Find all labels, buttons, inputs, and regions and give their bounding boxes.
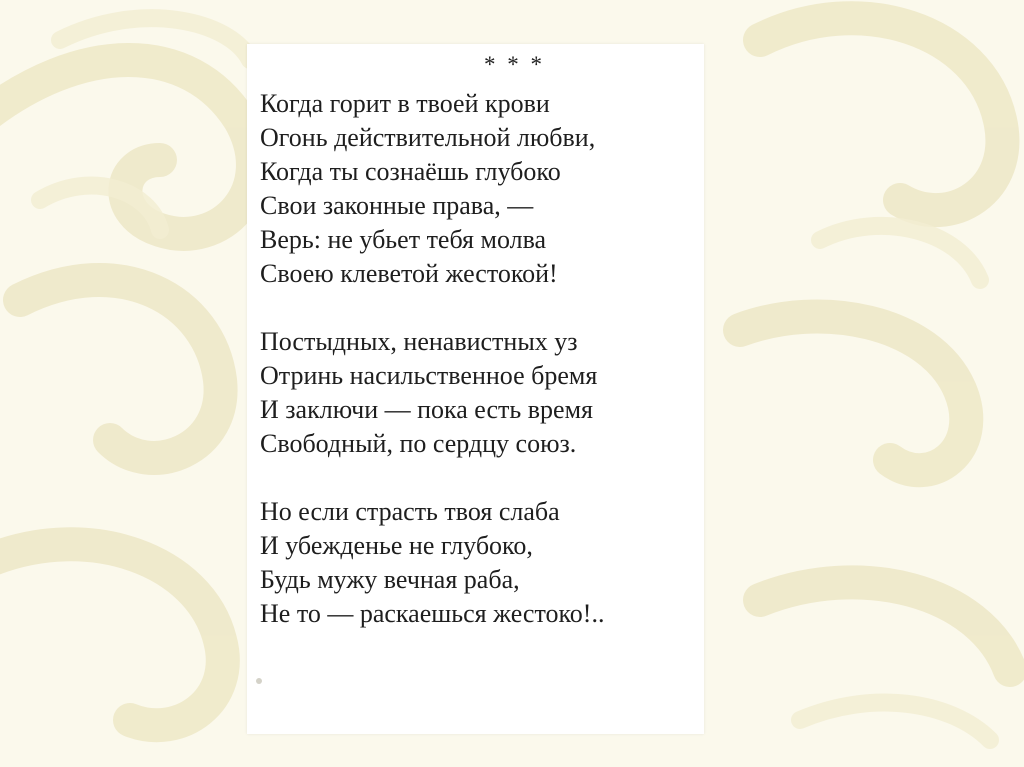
poem-line: Свои законные права, — <box>260 191 534 220</box>
empty-bullet-dot <box>256 678 262 684</box>
poem-heading: * * * <box>484 52 545 77</box>
poem-line: Когда ты сознаёшь глубоко <box>260 157 561 186</box>
swirl-bottom-left <box>0 544 223 725</box>
swirl-bottom-right <box>760 582 1010 670</box>
poem-line: Но если страсть твоя слаба <box>260 497 560 526</box>
poem-line: Когда горит в твоей крови <box>260 89 550 118</box>
poem-line: Постыдных, ненавистных уз <box>260 327 578 356</box>
swirl-right <box>740 317 966 471</box>
poem-line: Свободный, по сердцу союз. <box>260 429 577 458</box>
poem-line: Не то — раскаешься жестоко!.. <box>260 599 605 628</box>
swirl-left <box>20 280 221 458</box>
poem-line: И убежденье не глубоко, <box>260 531 533 560</box>
swirl-accent-bottom-right <box>800 703 990 740</box>
poem-line: Верь: не убьет тебя молва <box>260 225 547 254</box>
poem-line: Своею клеветой жестокой! <box>260 259 558 288</box>
swirl-top-right <box>760 18 1002 210</box>
poem-line: Огонь действительной любви, <box>260 123 596 152</box>
poem-line: Будь мужу вечная раба, <box>260 565 520 594</box>
swirl-accent-mid-right <box>820 226 980 280</box>
poem-line: И заключи — пока есть время <box>260 395 593 424</box>
poem-line: Отринь насильственное бремя <box>260 361 598 390</box>
poem-panel <box>247 44 704 734</box>
